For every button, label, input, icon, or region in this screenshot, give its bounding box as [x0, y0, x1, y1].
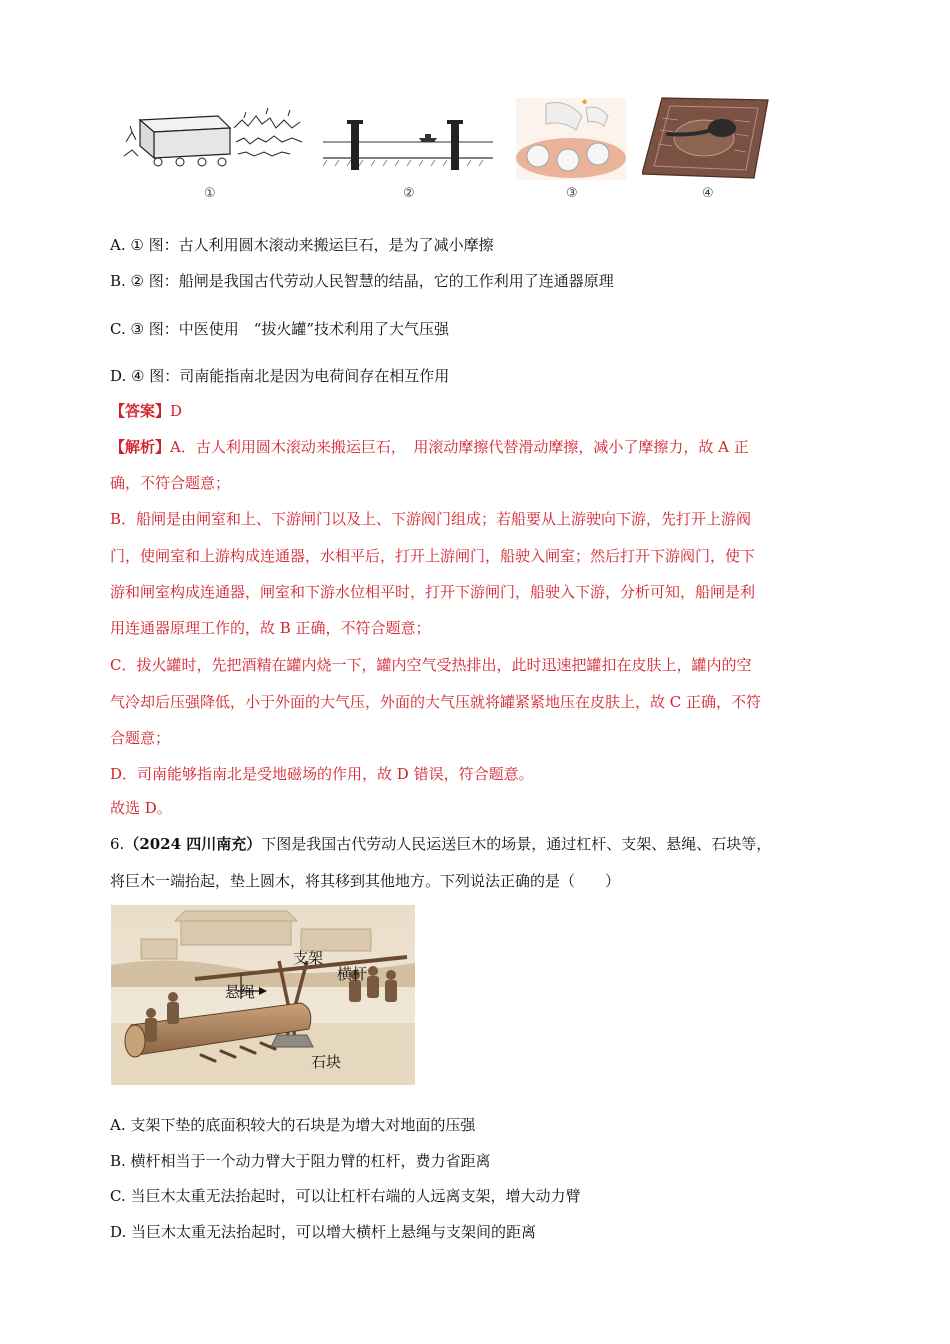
q6-figure-log-transport — [111, 905, 415, 1085]
analysis-line-4: 门，使闸室和上游构成连通器，水相平后，打开上游闸门，船驶入闸室；然后打开下游阀门，使下 — [110, 547, 756, 565]
figure-1-label: ① — [204, 186, 216, 201]
answer-label: 【答案】 — [110, 402, 171, 420]
label-rope: 悬绳 — [225, 985, 256, 1001]
figure-4-sinan-compass — [642, 94, 774, 201]
analysis-line-2: 确，不符合题意； — [110, 474, 231, 492]
analysis-label: 【解析】 — [110, 438, 171, 456]
q5-option-a: A. ① 图：古人利用圆木滚动来搬运巨石，是为了减小摩擦 — [110, 236, 494, 254]
q6-stem-line-2: 将巨木一端抬起，垫上圆木，将其移到其他地方。下列说法正确的是（ ） — [110, 872, 621, 890]
label-crossbar: 横杆 — [337, 967, 368, 983]
analysis-line-10: D．司南能够指南北是受地磁场的作用，故 D 错误，符合题意。 — [110, 765, 534, 783]
q6-stem-line-1 — [110, 833, 771, 855]
figure-3-cupping — [516, 98, 626, 201]
q5-option-d: D. ④ 图：司南能指南北是因为电荷间存在相互作用 — [110, 367, 450, 385]
q5-figure-row — [118, 98, 778, 210]
analysis-conclusion: 故选 D。 — [110, 799, 172, 817]
q6-option-d: D. 当巨木太重无法抬起时，可以增大横杆上悬绳与支架间的距离 — [110, 1223, 537, 1241]
analysis-line-5: 游和闸室构成连通器，闸室和下游水位相平时，打开下游闸门，船驶入下游，分析可知，船闸是利 — [110, 583, 756, 601]
q6-option-a: A. 支架下垫的底面积较大的石块是为增大对地面的压强 — [110, 1116, 476, 1134]
q5-option-b: B. ② 图：船闸是我国古代劳动人民智慧的结晶，它的工作利用了连通器原理 — [110, 272, 614, 290]
q5-answer — [110, 400, 182, 422]
q6-option-b: B. 横杆相当于一个动力臂大于阻力臂的杠杆，费力省距离 — [110, 1152, 491, 1170]
figure-4-label: ④ — [702, 186, 714, 201]
q5-option-c: C. ③ 图：中医使用 “拔火罐”技术利用了大气压强 — [110, 320, 450, 338]
label-support: 支架 — [293, 951, 324, 967]
analysis-line-1: 【解析】A．古人利用圆木滚动来搬运巨石， 用滚动摩擦代替滑动摩擦，减小了摩擦力，故 A 正 — [110, 438, 749, 456]
analysis-line-3: B．船闸是由闸室和上、下游闸门以及上、下游阀门组成；若船要从上游驶向下游，先打开上游阀 — [110, 510, 752, 528]
analysis-line-7: C．拔火罐时，先把酒精在罐内烧一下，罐内空气受热排出，此时迅速把罐扣在皮肤上，罐内的空 — [110, 656, 752, 674]
answer-value: D — [170, 402, 183, 420]
q6-option-c: C. 当巨木太重无法抬起时，可以让杠杆右端的人远离支架，增大动力臂 — [110, 1187, 581, 1205]
q6-source: （2024 四川南充） — [124, 835, 262, 853]
analysis-line-6: 用连通器原理工作的，故 B 正确，不符合题意； — [110, 619, 431, 637]
analysis-line-9: 合题意； — [110, 729, 171, 747]
q6-stem-text-1: 下图是我国古代劳动人民运送巨木的场景，通过杠杆、支架、悬绳、石块等， — [261, 835, 772, 853]
figure-2-label: ② — [403, 186, 415, 201]
figure-2-ship-lock — [323, 98, 493, 201]
figure-1-stone-rollers — [118, 98, 303, 201]
figure-3-label: ③ — [566, 186, 578, 201]
q6-number: 6. — [110, 835, 125, 853]
analysis-line-8: 气冷却后压强降低，小于外面的大气压，外面的大气压就将罐紧紧地压在皮肤上，故 C 正确，不符 — [110, 693, 762, 711]
label-stone: 石块 — [311, 1055, 342, 1071]
